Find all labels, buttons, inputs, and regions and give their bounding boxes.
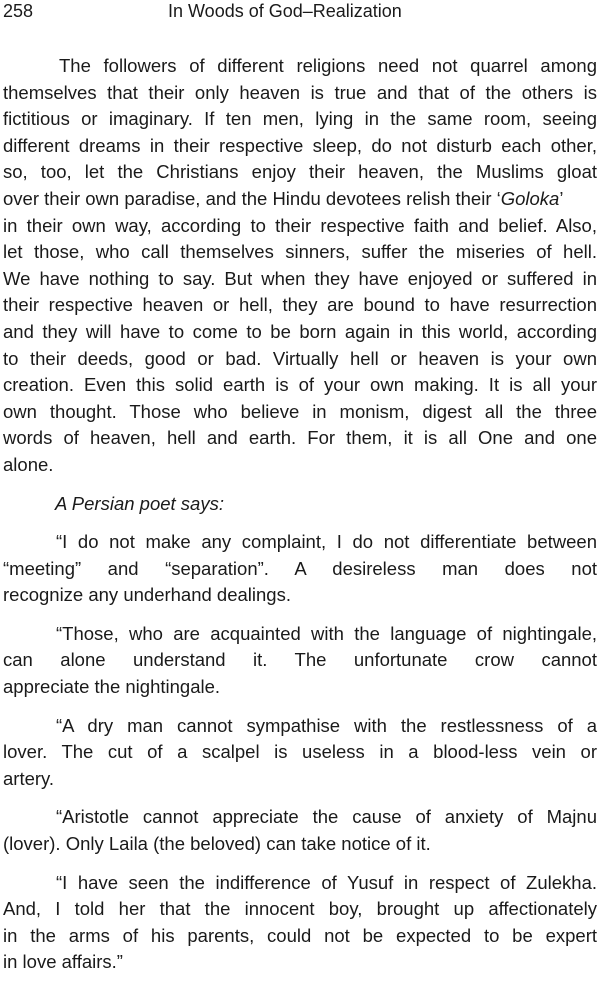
quote-line: “A dry man cannot sympathise with the restlessness of a (56, 714, 597, 736)
paragraph-line: in their own way, according to their respective faith and belief. Also, (3, 214, 597, 236)
page-header (0, 0, 600, 26)
paragraph-line: We have nothing to say. But when they have enjoyed or suffered in (3, 267, 597, 289)
quote-block (3, 529, 597, 609)
quote-line: recognize any underhand dealings. (3, 584, 291, 606)
quote-line: And, I told her that the innocent boy, brought up affectionately (3, 898, 597, 920)
quote-block (3, 713, 597, 793)
paragraph-line (3, 186, 597, 213)
paragraph (3, 53, 597, 479)
quote-line: in the arms of his parents, could not be expected to be expert (3, 924, 597, 946)
quote-line: in love affairs.” (3, 951, 123, 973)
paragraph-line: themselves that their only heaven is true and that of the others is (3, 81, 597, 103)
closing-quote: ’ (559, 187, 564, 209)
paragraph-line: creation. Even this solid earth is of your own making. It is all your (3, 374, 597, 396)
paragraph-line: to their deeds, good or bad. Virtually hell or heaven is your own (3, 347, 597, 369)
running-title: In Woods of God–Realization (168, 1, 402, 21)
quote-line: artery. (3, 767, 55, 789)
page-number: 258 (3, 1, 34, 21)
quote-line: “Those, who are acquainted with the language of nightingale, (56, 622, 597, 644)
paragraph-line-text: over their own paradise, and the Hindu devotees relish their ‘ (3, 187, 501, 209)
quote-line: lover. The cut of a scalpel is useless in a blood-less vein or (3, 741, 597, 763)
quote-line: “meeting” and “separation”. A desireless man does not (3, 557, 597, 579)
page-body (3, 53, 597, 976)
quote-line: can alone understand it. The unfortunate crow cannot (3, 649, 597, 671)
paragraph-line: words of heaven, hell and earth. For them, it is all One and one (3, 427, 597, 449)
quote-intro: A Persian poet says: (55, 492, 224, 514)
quote-line: appreciate the nightingale. (3, 676, 221, 698)
quote-block (3, 621, 597, 701)
paragraph-line: and they will have to come to be born again in this world, according (3, 320, 597, 342)
goloka-term: Goloka (500, 187, 560, 209)
quote-line: “I do not make any complaint, I do not differentiate between (56, 531, 597, 553)
paragraph-line: The followers of different religions need not quarrel among (59, 55, 597, 76)
paragraph-line: let those, who call themselves sinners, suffer the miseries of hell. (3, 241, 597, 263)
paragraph-line: so, too, let the Christians enjoy their heaven, the Muslims gloat (3, 161, 597, 183)
paragraph-line: their respective heaven or hell, they are bound to have resurrection (3, 294, 597, 316)
paragraph-line: different dreams in their respective sleep, do not disturb each other, (3, 134, 597, 156)
quote-line: “Aristotle cannot appreciate the cause of anxiety of Majnu (56, 806, 597, 828)
paragraph-line: own thought. Those who believe in monism, digest all the three (3, 400, 597, 422)
quote-line: (lover). Only Laila (the beloved) can take notice of it. (3, 833, 431, 855)
quote-line: “I have seen the indifference of Yusuf in respect of Zulekha. (56, 871, 597, 893)
quote-block (3, 804, 597, 857)
quote-block (3, 870, 597, 976)
paragraph-line: fictitious or imaginary. If ten men, lying in the same room, seeing (3, 108, 597, 130)
paragraph-line: alone. (3, 453, 54, 475)
